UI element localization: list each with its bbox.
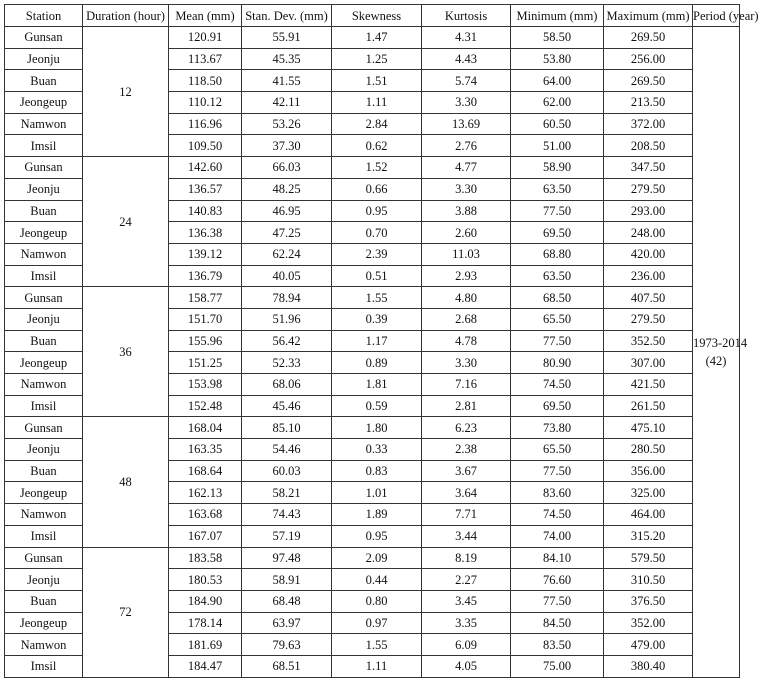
cell-station: Gunsan [5,157,83,179]
cell-skewness: 1.17 [332,330,422,352]
cell-maximum: 380.40 [604,655,693,677]
header-duration: Duration (hour) [83,5,169,27]
cell-maximum: 208.50 [604,135,693,157]
cell-skewness: 1.89 [332,504,422,526]
cell-station: Gunsan [5,417,83,439]
table-row [5,547,740,569]
cell-station: Imsil [5,135,83,157]
cell-mean: 120.91 [169,27,242,49]
cell-mean: 167.07 [169,525,242,547]
cell-skewness: 0.80 [332,590,422,612]
cell-minimum: 60.50 [511,113,604,135]
cell-station: Namwon [5,504,83,526]
cell-mean: 118.50 [169,70,242,92]
period-range: 1973-2014 [693,335,748,350]
cell-std-dev: 48.25 [242,178,332,200]
cell-skewness: 0.95 [332,525,422,547]
cell-maximum: 352.00 [604,612,693,634]
cell-station: Jeongeup [5,222,83,244]
table-body [5,27,748,678]
cell-skewness: 1.51 [332,70,422,92]
cell-maximum: 475.10 [604,417,693,439]
cell-skewness: 1.81 [332,374,422,396]
cell-station: Imsil [5,655,83,677]
cell-minimum: 65.50 [511,439,604,461]
cell-minimum: 77.50 [511,200,604,222]
header-std-dev: Stan. Dev. (mm) [242,5,332,27]
cell-std-dev: 68.48 [242,590,332,612]
cell-kurtosis: 4.80 [422,287,511,309]
cell-mean: 116.96 [169,113,242,135]
cell-std-dev: 62.24 [242,243,332,265]
cell-station: Jeongeup [5,612,83,634]
cell-skewness: 1.55 [332,634,422,656]
cell-skewness: 1.01 [332,482,422,504]
cell-maximum: 279.50 [604,178,693,200]
cell-station: Imsil [5,525,83,547]
cell-mean: 183.58 [169,547,242,569]
header-kurtosis: Kurtosis [422,5,511,27]
cell-kurtosis: 11.03 [422,243,511,265]
cell-kurtosis: 7.71 [422,504,511,526]
cell-mean: 152.48 [169,395,242,417]
cell-kurtosis: 2.60 [422,222,511,244]
cell-mean: 184.90 [169,590,242,612]
cell-std-dev: 79.63 [242,634,332,656]
cell-kurtosis: 3.88 [422,200,511,222]
cell-mean: 140.83 [169,200,242,222]
cell-minimum: 74.50 [511,374,604,396]
cell-minimum: 68.50 [511,287,604,309]
cell-std-dev: 45.46 [242,395,332,417]
cell-minimum: 64.00 [511,70,604,92]
cell-maximum: 421.50 [604,374,693,396]
cell-kurtosis: 4.43 [422,48,511,70]
cell-minimum: 68.80 [511,243,604,265]
cell-minimum: 84.50 [511,612,604,634]
cell-duration: 72 [83,547,169,677]
cell-minimum: 69.50 [511,222,604,244]
cell-skewness: 2.39 [332,243,422,265]
cell-kurtosis: 8.19 [422,547,511,569]
cell-maximum: 310.50 [604,569,693,591]
cell-std-dev: 66.03 [242,157,332,179]
cell-duration: 24 [83,157,169,287]
cell-minimum: 83.50 [511,634,604,656]
cell-mean: 142.60 [169,157,242,179]
cell-mean: 180.53 [169,569,242,591]
cell-minimum: 53.80 [511,48,604,70]
cell-minimum: 69.50 [511,395,604,417]
cell-station: Jeonju [5,178,83,200]
cell-kurtosis: 13.69 [422,113,511,135]
cell-minimum: 63.50 [511,265,604,287]
cell-minimum: 75.00 [511,655,604,677]
cell-station: Imsil [5,395,83,417]
cell-minimum: 74.00 [511,525,604,547]
cell-std-dev: 56.42 [242,330,332,352]
cell-skewness: 2.84 [332,113,422,135]
cell-std-dev: 60.03 [242,460,332,482]
cell-station: Jeonju [5,48,83,70]
cell-mean: 163.68 [169,504,242,526]
cell-mean: 151.70 [169,308,242,330]
cell-mean: 158.77 [169,287,242,309]
cell-minimum: 58.90 [511,157,604,179]
cell-station: Namwon [5,243,83,265]
cell-mean: 136.79 [169,265,242,287]
cell-skewness: 2.09 [332,547,422,569]
cell-station: Buan [5,70,83,92]
cell-skewness: 0.97 [332,612,422,634]
cell-std-dev: 40.05 [242,265,332,287]
cell-skewness: 0.62 [332,135,422,157]
cell-skewness: 0.44 [332,569,422,591]
cell-skewness: 1.55 [332,287,422,309]
cell-minimum: 65.50 [511,308,604,330]
cell-maximum: 236.00 [604,265,693,287]
cell-std-dev: 47.25 [242,222,332,244]
cell-kurtosis: 4.77 [422,157,511,179]
cell-kurtosis: 3.64 [422,482,511,504]
cell-maximum: 293.00 [604,200,693,222]
cell-minimum: 77.50 [511,590,604,612]
cell-maximum: 479.00 [604,634,693,656]
cell-skewness: 0.33 [332,439,422,461]
cell-station: Jeonju [5,439,83,461]
cell-minimum: 74.50 [511,504,604,526]
cell-maximum: 269.50 [604,70,693,92]
cell-mean: 139.12 [169,243,242,265]
cell-kurtosis: 3.35 [422,612,511,634]
cell-mean: 178.14 [169,612,242,634]
cell-skewness: 1.47 [332,27,422,49]
cell-mean: 168.04 [169,417,242,439]
cell-std-dev: 53.26 [242,113,332,135]
cell-kurtosis: 2.27 [422,569,511,591]
period-count: (42) [705,353,727,368]
cell-mean: 153.98 [169,374,242,396]
cell-station: Jeonju [5,569,83,591]
cell-kurtosis: 3.67 [422,460,511,482]
cell-maximum: 269.50 [604,27,693,49]
cell-std-dev: 63.97 [242,612,332,634]
cell-skewness: 1.25 [332,48,422,70]
cell-mean: 136.38 [169,222,242,244]
cell-kurtosis: 3.30 [422,92,511,114]
cell-maximum: 213.50 [604,92,693,114]
cell-skewness: 0.95 [332,200,422,222]
cell-maximum: 279.50 [604,308,693,330]
header-minimum: Minimum (mm) [511,5,604,27]
cell-std-dev: 74.43 [242,504,332,526]
cell-kurtosis: 2.93 [422,265,511,287]
cell-std-dev: 51.96 [242,308,332,330]
cell-kurtosis: 3.30 [422,178,511,200]
cell-mean: 181.69 [169,634,242,656]
cell-skewness: 0.59 [332,395,422,417]
cell-station: Buan [5,590,83,612]
cell-station: Jeongeup [5,92,83,114]
cell-minimum: 51.00 [511,135,604,157]
header-row [5,5,740,27]
cell-kurtosis: 3.45 [422,590,511,612]
cell-kurtosis: 2.68 [422,308,511,330]
cell-minimum: 63.50 [511,178,604,200]
cell-mean: 162.13 [169,482,242,504]
cell-mean: 163.35 [169,439,242,461]
cell-std-dev: 68.51 [242,655,332,677]
cell-kurtosis: 3.44 [422,525,511,547]
cell-station: Jeonju [5,308,83,330]
rainfall-statistics-table [4,4,759,678]
cell-maximum: 307.00 [604,352,693,374]
cell-minimum: 83.60 [511,482,604,504]
cell-station: Namwon [5,374,83,396]
cell-skewness: 0.83 [332,460,422,482]
cell-maximum: 407.50 [604,287,693,309]
cell-std-dev: 45.35 [242,48,332,70]
cell-kurtosis: 4.31 [422,27,511,49]
cell-maximum: 248.00 [604,222,693,244]
cell-skewness: 0.39 [332,308,422,330]
cell-skewness: 1.80 [332,417,422,439]
cell-kurtosis: 2.38 [422,439,511,461]
cell-minimum: 62.00 [511,92,604,114]
cell-std-dev: 58.91 [242,569,332,591]
cell-maximum: 372.00 [604,113,693,135]
cell-maximum: 280.50 [604,439,693,461]
cell-minimum: 77.50 [511,330,604,352]
cell-minimum: 77.50 [511,460,604,482]
cell-maximum: 579.50 [604,547,693,569]
cell-mean: 136.57 [169,178,242,200]
cell-mean: 168.64 [169,460,242,482]
cell-maximum: 376.50 [604,590,693,612]
cell-minimum: 84.10 [511,547,604,569]
cell-std-dev: 42.11 [242,92,332,114]
cell-station: Buan [5,200,83,222]
cell-maximum: 356.00 [604,460,693,482]
cell-skewness: 1.11 [332,655,422,677]
header-maximum: Maximum (mm) [604,5,693,27]
cell-duration: 12 [83,27,169,157]
cell-minimum: 73.80 [511,417,604,439]
cell-maximum: 256.00 [604,48,693,70]
cell-skewness: 0.89 [332,352,422,374]
cell-mean: 184.47 [169,655,242,677]
cell-kurtosis: 6.09 [422,634,511,656]
cell-period [693,27,748,678]
cell-std-dev: 58.21 [242,482,332,504]
cell-std-dev: 97.48 [242,547,332,569]
cell-kurtosis: 2.76 [422,135,511,157]
cell-minimum: 80.90 [511,352,604,374]
header-station: Station [5,5,83,27]
cell-std-dev: 78.94 [242,287,332,309]
cell-std-dev: 85.10 [242,417,332,439]
cell-station: Buan [5,330,83,352]
cell-skewness: 1.52 [332,157,422,179]
cell-station: Buan [5,460,83,482]
header-period: Period (year) [693,5,740,27]
cell-std-dev: 52.33 [242,352,332,374]
cell-maximum: 315.20 [604,525,693,547]
cell-station: Namwon [5,634,83,656]
cell-minimum: 58.50 [511,27,604,49]
cell-maximum: 261.50 [604,395,693,417]
cell-kurtosis: 4.05 [422,655,511,677]
cell-maximum: 352.50 [604,330,693,352]
header-skewness: Skewness [332,5,422,27]
cell-skewness: 1.11 [332,92,422,114]
table-row [5,157,740,179]
cell-maximum: 347.50 [604,157,693,179]
cell-std-dev: 37.30 [242,135,332,157]
table-row [5,287,740,309]
cell-kurtosis: 6.23 [422,417,511,439]
table-row [5,27,740,49]
header-mean: Mean (mm) [169,5,242,27]
cell-kurtosis: 2.81 [422,395,511,417]
cell-mean: 109.50 [169,135,242,157]
cell-maximum: 420.00 [604,243,693,265]
table-row [5,417,740,439]
cell-skewness: 0.51 [332,265,422,287]
cell-station: Gunsan [5,287,83,309]
cell-station: Namwon [5,113,83,135]
cell-station: Gunsan [5,27,83,49]
cell-std-dev: 55.91 [242,27,332,49]
cell-kurtosis: 3.30 [422,352,511,374]
cell-kurtosis: 7.16 [422,374,511,396]
cell-station: Jeongeup [5,482,83,504]
cell-mean: 155.96 [169,330,242,352]
cell-std-dev: 41.55 [242,70,332,92]
cell-station: Gunsan [5,547,83,569]
cell-mean: 110.12 [169,92,242,114]
cell-std-dev: 54.46 [242,439,332,461]
cell-skewness: 0.66 [332,178,422,200]
cell-std-dev: 46.95 [242,200,332,222]
cell-station: Imsil [5,265,83,287]
cell-skewness: 0.70 [332,222,422,244]
cell-duration: 48 [83,417,169,547]
cell-maximum: 464.00 [604,504,693,526]
cell-maximum: 325.00 [604,482,693,504]
cell-mean: 113.67 [169,48,242,70]
cell-duration: 36 [83,287,169,417]
cell-kurtosis: 4.78 [422,330,511,352]
cell-minimum: 76.60 [511,569,604,591]
cell-mean: 151.25 [169,352,242,374]
cell-std-dev: 57.19 [242,525,332,547]
cell-kurtosis: 5.74 [422,70,511,92]
cell-station: Jeongeup [5,352,83,374]
cell-std-dev: 68.06 [242,374,332,396]
